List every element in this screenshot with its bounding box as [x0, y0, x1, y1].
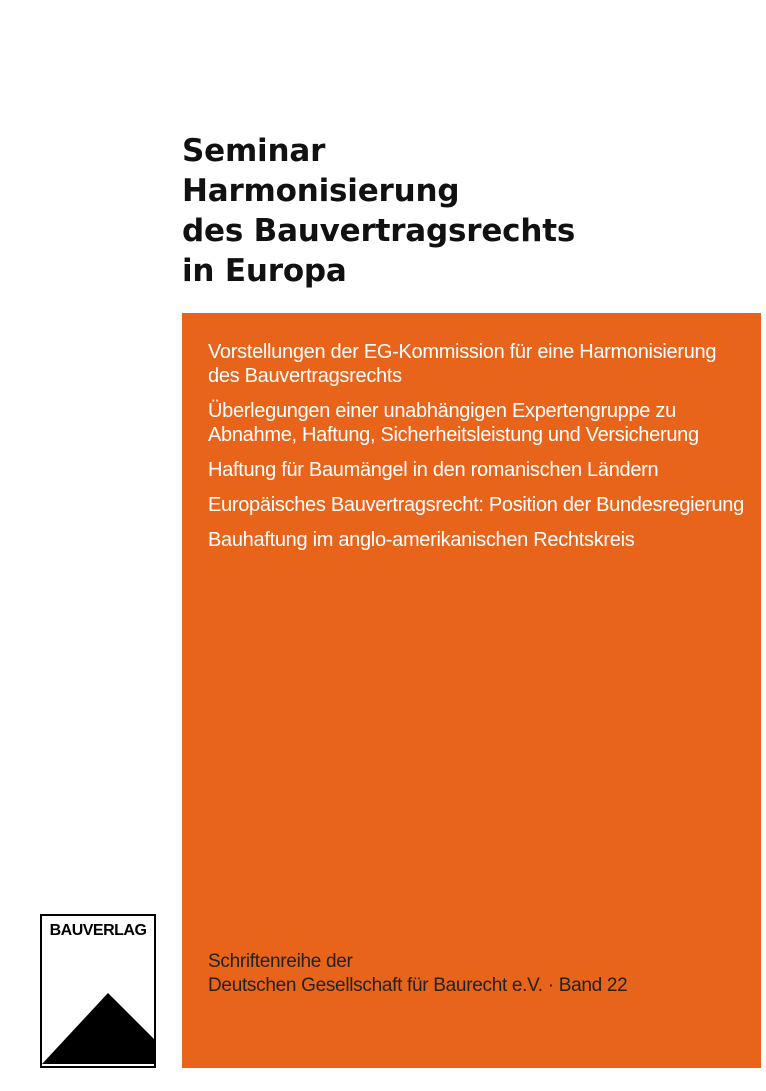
- title-line-2: Harmonisierung: [182, 173, 460, 209]
- book-title: [182, 131, 742, 291]
- topic-item: Haftung für Baumängel in den romanischen Ländern: [208, 459, 659, 481]
- topic-item: Vorstellungen der EG-Kommission für eine Harmonisierung des Bauvertragsrechts: [208, 341, 717, 387]
- publisher-logo: [40, 914, 156, 1068]
- publisher-name: BAUVERLAG: [49, 922, 147, 939]
- title-line-1: Seminar: [182, 133, 326, 169]
- topics-list: [208, 340, 748, 563]
- orange-content-panel: [182, 313, 761, 1068]
- topic-item: Überlegungen einer unabhängigen Expertengruppe zu Abnahme, Haftung, Sicherheitsleistung und Versicherung: [208, 400, 699, 446]
- topic-item: Europäisches Bauvertragsrecht: Position der Bundesregierung: [208, 494, 744, 516]
- series-line-1: Schriftenreihe der: [208, 951, 353, 972]
- series-info: [208, 950, 748, 998]
- title-line-3: des Bauvertragsrechts: [182, 213, 576, 249]
- series-line-2: Deutschen Gesellschaft für Baurecht e.V. · Band 22: [208, 975, 628, 996]
- topic-item: Bauhaftung im anglo-amerikanischen Rechtskreis: [208, 529, 635, 551]
- title-line-4: in Europa: [182, 253, 347, 289]
